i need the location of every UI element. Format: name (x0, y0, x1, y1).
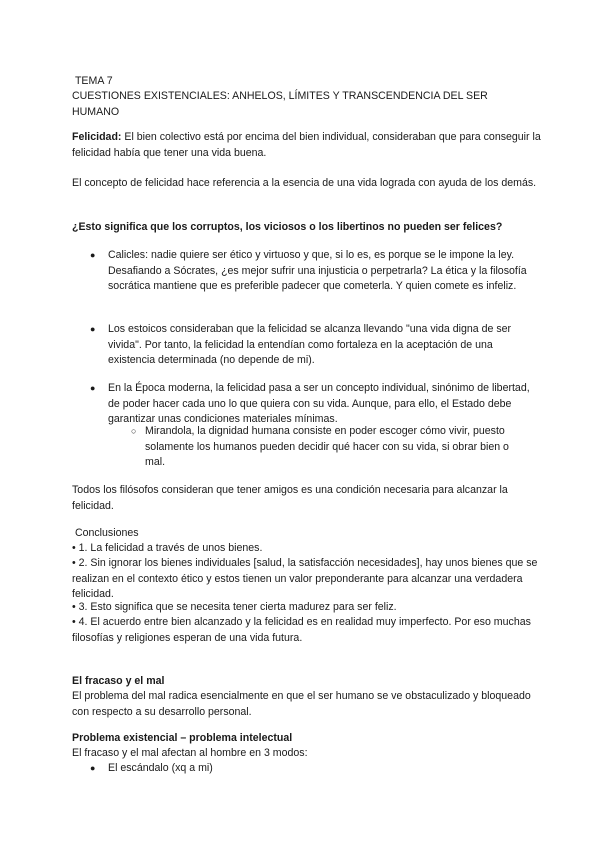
bullet-escandalo: El escándalo (xq a mi) (108, 762, 213, 774)
amigos-paragraph: Todos los filósofos consideran que tener amigos es una condición necesaria para alcanzar la felicidad. (72, 484, 508, 512)
sub-bullet-circle: ○ (131, 426, 137, 436)
conclusion-item: • 3. Esto significa que se necesita tener cierta madurez para ser feliz. (72, 601, 397, 613)
felicidad-paragraph (72, 130, 542, 161)
problema-text: El fracaso y el mal afectan al hombre en 3 modos: (72, 747, 308, 759)
bullet-dot: ● (90, 324, 96, 334)
bullet-dot: ● (90, 383, 96, 393)
conclusion-item: • 2. Sin ignorar los bienes individuales [salud, la satisfacción necesidades], hay unos bienes que se realizan en el contexto ético y estos tienen un valor preponderante para alcanzar una verdadera felicidad. (72, 557, 538, 601)
fracaso-text: El problema del mal radica esencialmente en que el ser humano se ve obstaculizado y bloqueado con respecto a su desarrollo personal. (72, 690, 531, 718)
bullet-dot: ● (90, 763, 96, 773)
bullet-dot: ● (90, 250, 96, 260)
bullet-calicles: Calicles: nadie quiere ser ético y virtuoso y que, si lo es, es porque se le impone la ley. Desafiando a Sócrates, ¿es mejor sufrir una injusticia o perpetrarla? La ética y la filosofía socrática mantiene que es preferible padecer que cometerla. Y quien comete es infeliz. (108, 249, 527, 293)
document-title: CUESTIONES EXISTENCIALES: ANHELOS, LÍMITES Y TRANSCENDENCIA DEL SER HUMANO (72, 90, 488, 118)
felicidad-label: Felicidad: (72, 131, 122, 143)
sub-bullet-mirandola: Mirandola, la dignidad humana consiste en poder escoger cómo vivir, puesto solamente los humanos pueden decidir qué hacer con su vida, si obrar bien o mal. (145, 425, 509, 469)
fracaso-heading: El fracaso y el mal (72, 675, 165, 687)
bullet-estoicos: Los estoicos consideraban que la felicidad se alcanza llevando "una vida digna de ser vivida". Por tanto, la felicidad la entendían como fortaleza en la aceptación de una existencia determinada (no depende de mi). (108, 323, 512, 367)
problema-heading: Problema existencial – problema intelectual (72, 732, 293, 744)
conclusiones-title: Conclusiones (74, 527, 139, 539)
conclusion-item: • 4. El acuerdo entre bien alcanzado y la felicidad es en realidad muy imperfecto. Por eso muchas filosofías y religiones esperan de una vida futura. (72, 616, 531, 644)
question-heading: ¿Esto significa que los corruptos, los viciosos o los libertinos no pueden ser felices? (72, 221, 503, 233)
tema-label: TEMA 7 (74, 75, 113, 87)
conclusion-item: • 1. La felicidad a través de unos bienes. (72, 542, 263, 554)
bullet-epoca-moderna: En la Época moderna, la felicidad pasa a ser un concepto individual, sinónimo de libertad, de poder hacer cada uno lo que quiera con su vida. Aunque, para ello, el Estado debe garantizar unas condiciones materiales mínimas. (108, 382, 530, 426)
concepto-paragraph: El concepto de felicidad hace referencia a la esencia de una vida lograda con ayuda de los demás. (72, 177, 537, 189)
felicidad-text: El bien colectivo está por encima del bien individual, consideraban que para conseguir la felicidad había que tener una vida buena. (72, 131, 541, 159)
